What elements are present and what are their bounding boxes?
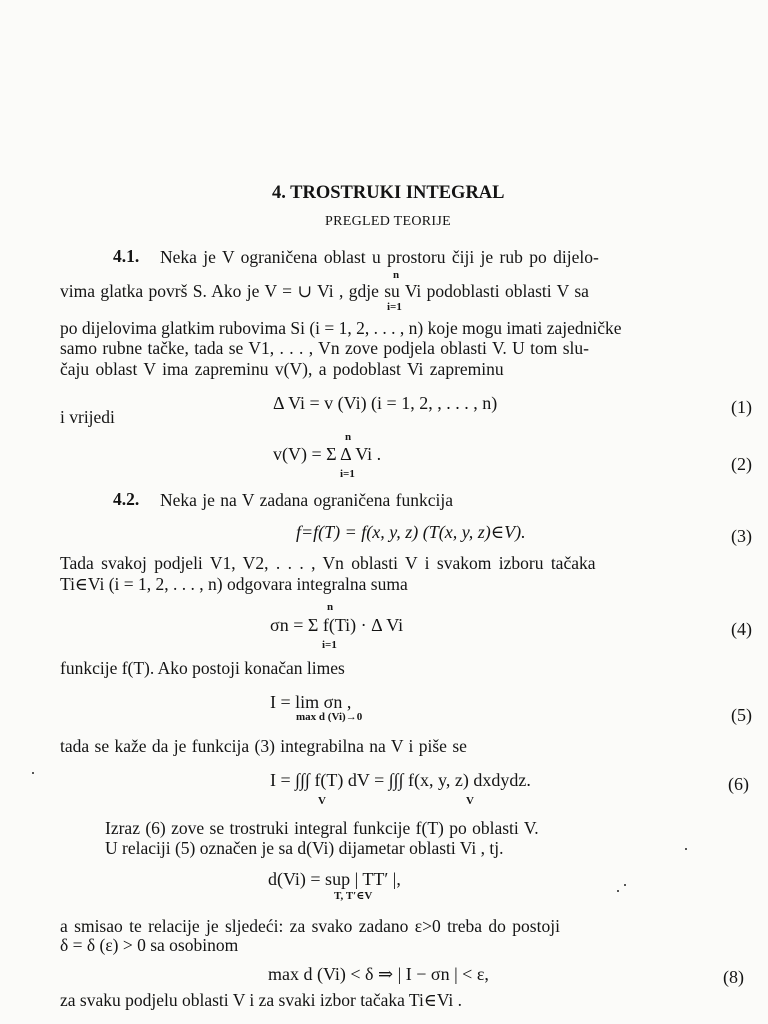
paragraph-line: Neka je V ograničena oblast u prostoru čiji je rub po dijelo- (160, 247, 599, 267)
equation-4: σn = Σ f(Ti) · Δ Vi (270, 615, 404, 635)
equation-5-number: (5) (731, 705, 752, 725)
scan-speck (32, 772, 34, 774)
equation-6: I = ∫∫∫ f(T) dV = ∫∫∫ f(x, y, z) dxdydz. (270, 770, 531, 790)
scan-speck (617, 890, 619, 892)
paragraph-line: vima glatka površ S. Ako je V = ∪ Vi , gdje su Vi podoblasti oblasti V sa (60, 281, 589, 301)
equation-3: f=f(T) = f(x, y, z) (T(x, y, z)∈V). (296, 522, 526, 542)
equation-1: Δ Vi = v (Vi) (i = 1, 2, , . . . , n) (273, 393, 498, 413)
union-lower-limit: i=1 (387, 301, 402, 313)
section-subtitle: PREGLED TEORIJE (325, 214, 451, 229)
equation-4-number: (4) (731, 619, 752, 639)
paragraph-line: tada se kaže da je funkcija (3) integrabilna na V i piše se (60, 736, 467, 756)
paragraph-line: Tada svakoj podjeli V1, V2, . . . , Vn oblasti V i svakom izboru tačaka (60, 553, 596, 573)
sum-lower-limit: i=1 (322, 639, 337, 651)
paragraph-line: U relaciji (5) označen je sa d(Vi) dijametar oblasti Vi , tj. (105, 838, 504, 858)
paragraph-line: po dijelovima glatkim rubovima Si (i = 1, 2, . . . , n) koje mogu imati zajedničke (60, 318, 622, 338)
scan-speck (624, 884, 626, 886)
sum-lower-limit: i=1 (340, 468, 355, 480)
paragraph-line: Ti∈Vi (i = 1, 2, . . . , n) odgovara integralna suma (60, 574, 408, 594)
equation-7: d(Vi) = sup | TT′ |, (268, 869, 401, 889)
equation-2-number: (2) (731, 454, 752, 474)
equation-8: max d (Vi) < δ ⇒ | I − σn | < ε, (268, 964, 489, 984)
paragraph-line: i vrijedi (60, 407, 115, 427)
paragraph-line: Izraz (6) zove se trostruki integral funkcije f(T) po oblasti V. (105, 818, 539, 838)
paragraph-line: δ = δ (ε) > 0 sa osobinom (60, 935, 239, 955)
equation-8-number: (8) (723, 967, 744, 987)
equation-1-number: (1) (731, 397, 752, 417)
sum-upper-limit: n (327, 601, 334, 613)
integral-domain: V (318, 795, 326, 807)
paragraph-line: čaju oblast V ima zapreminu v(V), a podoblast Vi zapreminu (60, 359, 504, 379)
integral-domain: V (466, 795, 474, 807)
paragraph-line: funkcije f(T). Ako postoji konačan limes (60, 658, 345, 678)
paragraph-line: a smisao te relacije je sljedeći: za svako zadano ε>0 treba do postoji (60, 916, 560, 936)
paragraph-line: za svaku podjelu oblasti V i za svaki izbor tačaka Ti∈Vi . (60, 990, 463, 1010)
equation-6-number: (6) (728, 774, 749, 794)
limit-subscript: max d (Vi)→0 (296, 711, 363, 723)
chapter-title: 4. TROSTRUKI INTEGRAL (272, 183, 505, 203)
paragraph-line: samo rubne tačke, tada se V1, . . . , Vn zove podjela oblasti V. U tom slu- (60, 338, 589, 358)
union-upper-limit: n (393, 269, 400, 281)
sum-upper-limit: n (345, 431, 352, 443)
equation-2: v(V) = Σ Δ Vi . (273, 444, 382, 464)
equation-5: I = lim σn , (270, 692, 352, 712)
sup-subscript: T, T′∈V (334, 890, 373, 902)
section-4-2-number: 4.2. (113, 489, 140, 509)
section-4-1-number: 4.1. (113, 246, 140, 266)
scan-speck (685, 848, 687, 850)
paragraph-line: Neka je na V zadana ograničena funkcija (160, 490, 453, 510)
equation-3-number: (3) (731, 526, 752, 546)
